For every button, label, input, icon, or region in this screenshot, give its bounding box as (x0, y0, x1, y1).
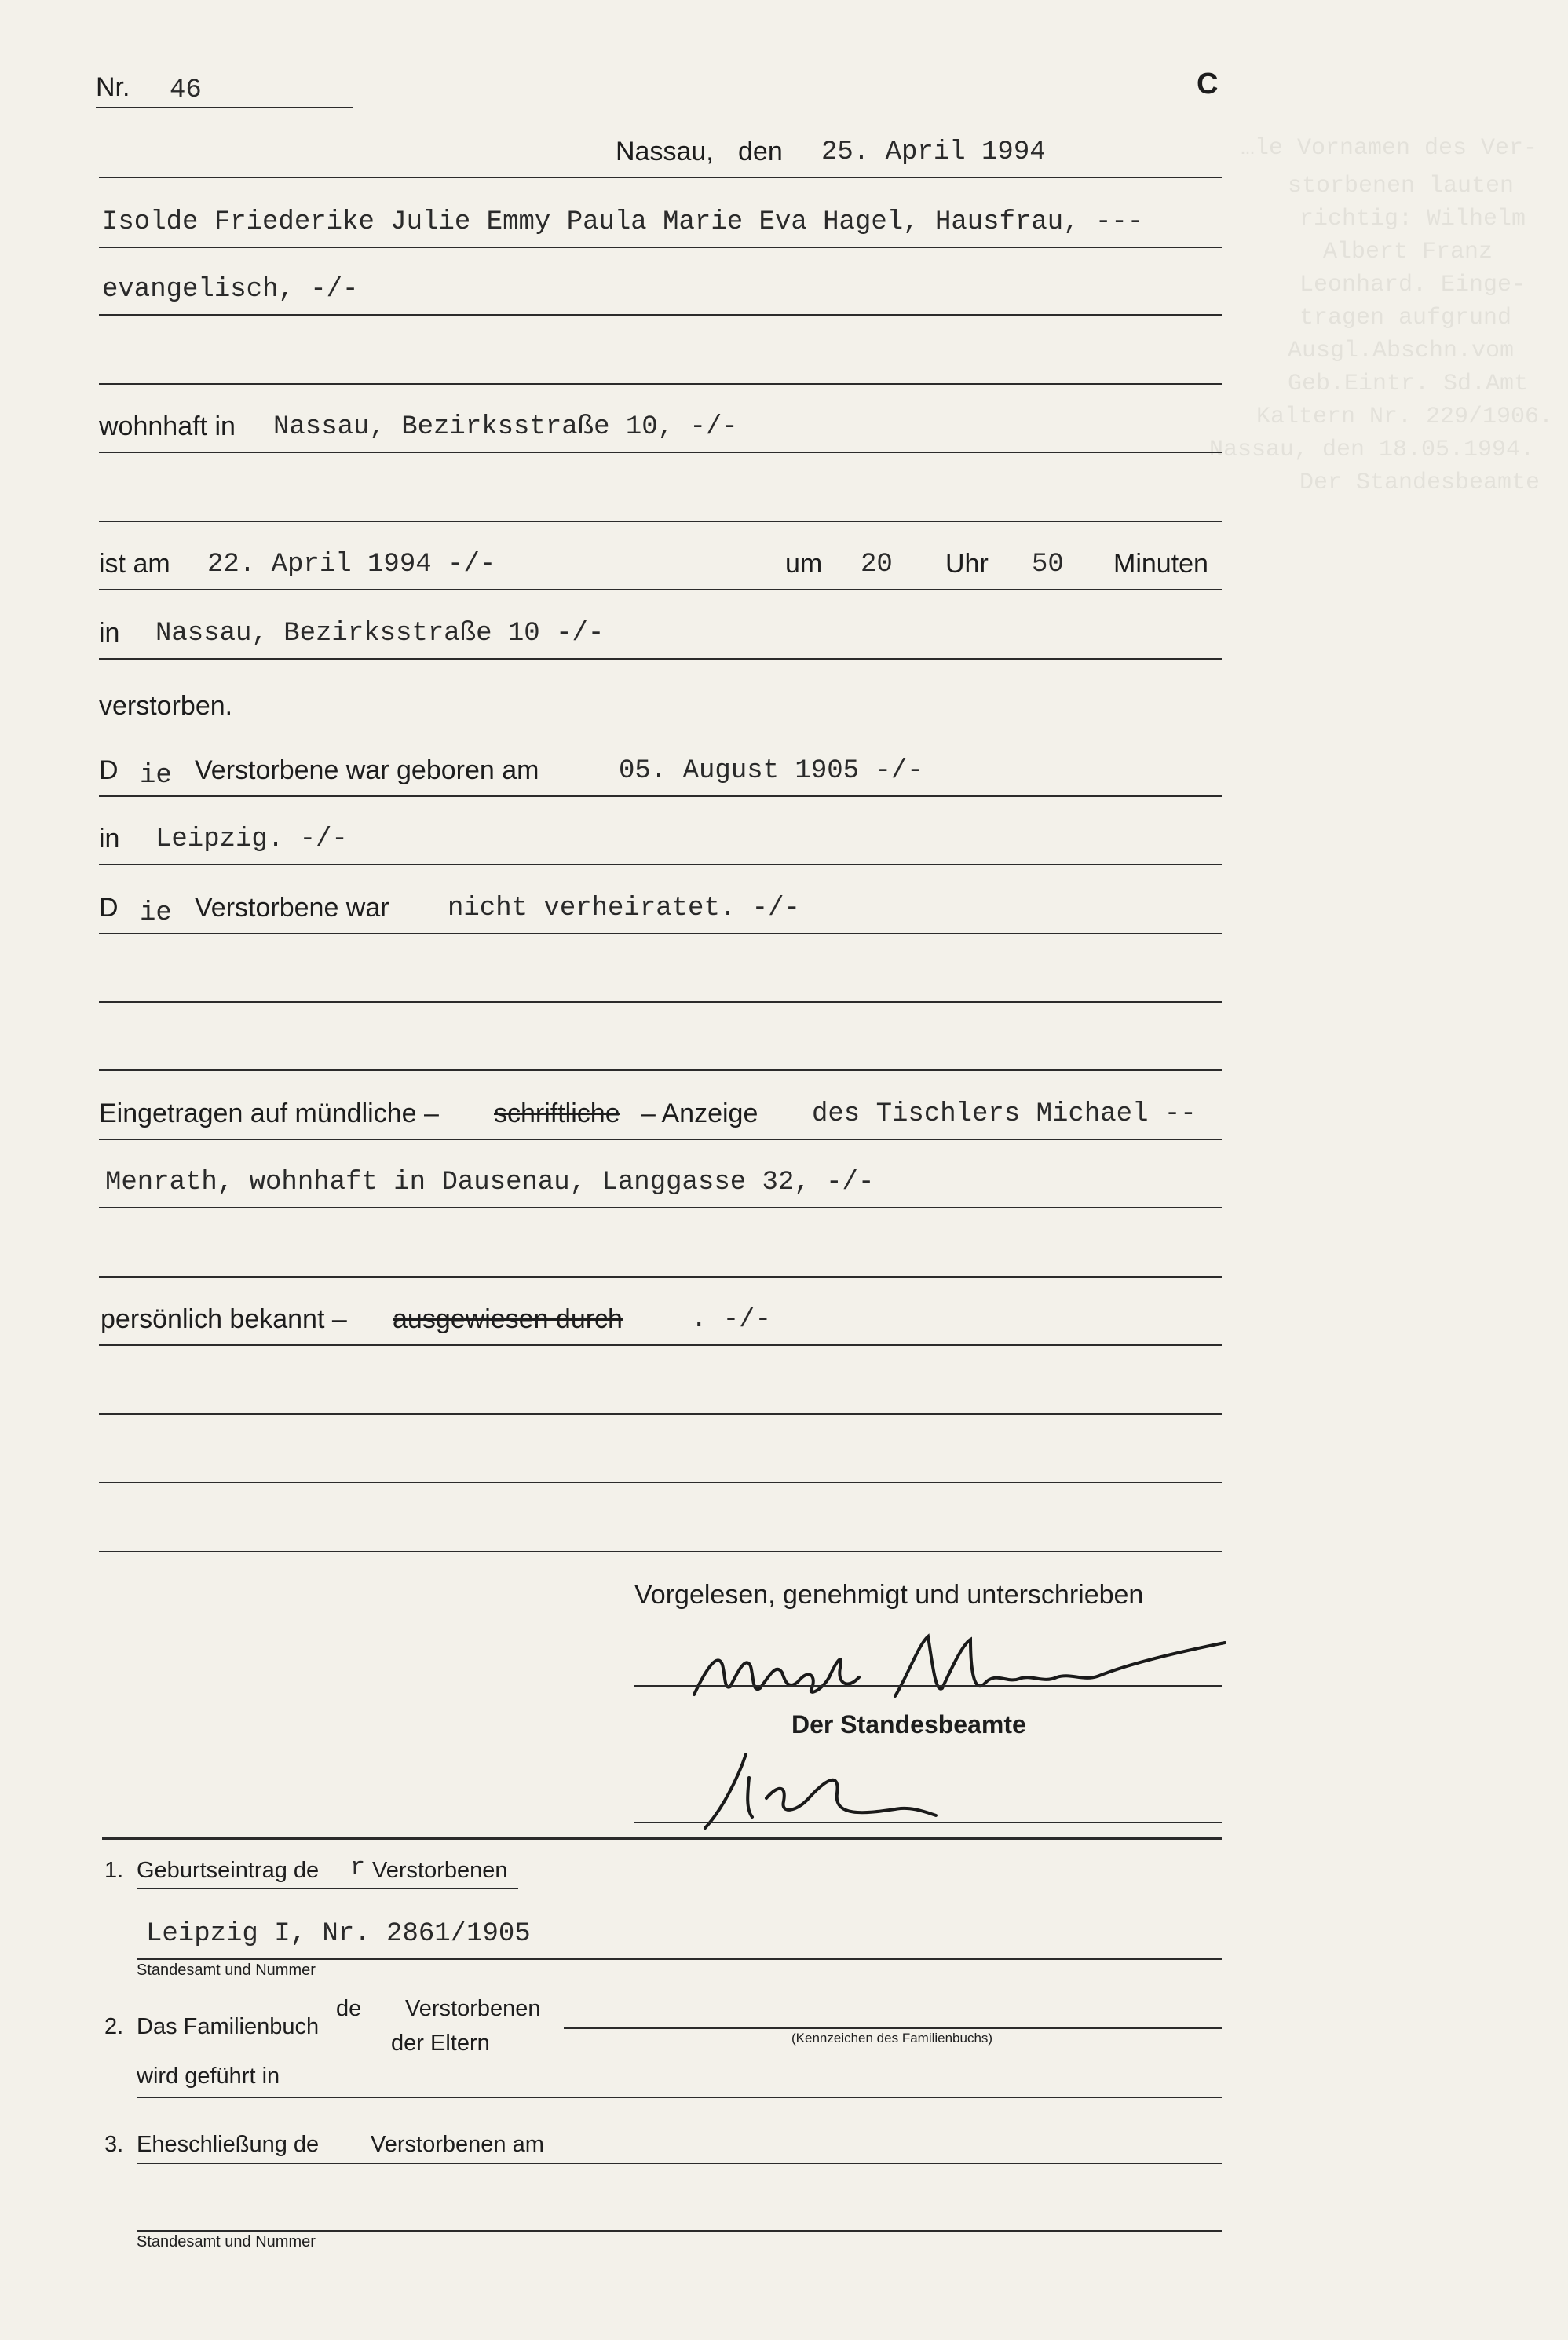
identity-value: . -/- (691, 1305, 772, 1335)
footer-separator (102, 1837, 1222, 1840)
reporter-signature (683, 1621, 1233, 1715)
death-hour: 20 (861, 550, 893, 580)
birth-place-row (99, 817, 1222, 865)
item1-label-a: Geburtseintrag de (137, 1858, 320, 1883)
residence-label: wohnhaft in (99, 411, 236, 441)
bleed-line: Der Standesbeamte (1299, 470, 1541, 496)
form-letter: C (1197, 68, 1219, 101)
item3-caption: Standesamt und Nummer (137, 2233, 316, 2250)
item3-number: 3. (104, 2132, 124, 2157)
reporter-line-2: Menrath, wohnhaft in Dausenau, Langgasse 32, -/- (105, 1168, 875, 1197)
item2-de: de (336, 1996, 362, 2021)
nr-underline (96, 107, 353, 108)
death-place-row (99, 611, 1222, 660)
place-date-row (99, 130, 1222, 178)
item1-birth-entry: Leipzig I, Nr. 2861/1905 (146, 1919, 531, 1949)
identity-label-a: persönlich bekannt – (101, 1304, 347, 1334)
marital-d-label: D (99, 893, 119, 923)
item2-parents: der Eltern (391, 2031, 490, 2056)
item2-label-b: wird geführt in (137, 2064, 280, 2089)
blank-row (99, 954, 1222, 1003)
death-date: 22. April 1994 -/- (207, 550, 496, 580)
item1-number: 1. (104, 1858, 124, 1883)
read-approved-signed: Vorgelesen, genehmigt und unterschrieben (634, 1580, 1144, 1610)
blank-row (99, 1229, 1222, 1278)
item2-caption: (Kennzeichen des Familienbuchs) (791, 2031, 993, 2046)
item3-label-a: Eheschließung de (137, 2132, 320, 2157)
death-place-label: in (99, 618, 120, 648)
uhr-label: Uhr (945, 549, 989, 579)
bleed-line: richtig: Wilhelm (1299, 206, 1526, 232)
blank-row (99, 1022, 1222, 1071)
bleed-line: storbenen lauten (1288, 173, 1515, 199)
bleed-line: Albert Franz (1323, 239, 1493, 265)
marital-label: Verstorbene war (195, 893, 389, 923)
den-label: den (738, 137, 783, 166)
registrar-title: Der Standesbeamte (791, 1710, 1026, 1739)
residence-value: Nassau, Bezirksstraße 10, -/- (273, 412, 738, 442)
bleed-line: Ausgl.Abschn.vom (1288, 338, 1515, 364)
reporter-signature-line (634, 1685, 1222, 1687)
item1-label-b: Verstorbenen (372, 1858, 508, 1883)
blank-row (99, 473, 1222, 522)
registrar-signature (691, 1746, 958, 1833)
item1-value-line (137, 1958, 1222, 1960)
item3-label-b: Verstorbenen am (371, 2132, 544, 2157)
birth-place: Leipzig. -/- (155, 824, 348, 854)
marital-d-suffix: ie (140, 898, 172, 928)
item3-value-line (137, 2230, 1222, 2232)
identity-row (99, 1297, 1222, 1346)
religion-row (99, 267, 1222, 316)
name-row (99, 199, 1222, 248)
bleed-line: Geb.Eintr. Sd.Amt (1288, 371, 1529, 397)
document-date: 25. April 1994 (821, 137, 1046, 167)
death-minute: 50 (1032, 550, 1064, 580)
item1-label-underline (137, 1888, 518, 1889)
item2-deceased: Verstorbenen (405, 1996, 541, 2021)
birth-date-label: Verstorbene war geboren am (195, 755, 539, 785)
verstorben-label: verstorben. (99, 691, 233, 721)
blank-row (99, 336, 1222, 385)
bleed-line: tragen aufgrund (1299, 305, 1512, 331)
blank-row (99, 1366, 1222, 1415)
report-label-a: Eingetragen auf mündliche – (99, 1099, 439, 1128)
blank-row (99, 1504, 1222, 1552)
item2-label: Das Familienbuch (137, 2014, 320, 2039)
reporter-row (99, 1160, 1222, 1208)
item2-location-line (137, 2097, 1222, 2098)
birth-d-suffix: ie (140, 761, 172, 791)
religion: evangelisch, -/- (102, 275, 359, 305)
item2-family-book-line (564, 2027, 1222, 2029)
birth-d-label: D (99, 755, 119, 785)
item2-number: 2. (104, 2014, 124, 2039)
report-label-b: – Anzeige (641, 1099, 758, 1128)
deceased-name: Isolde Friederike Julie Emmy Paula Marie Eva Hagel, Hausfrau, --- (102, 207, 1144, 237)
blank-row (99, 1435, 1222, 1483)
identity-label-struck: ausgewiesen durch (393, 1304, 623, 1334)
nr-label: Nr. (96, 72, 130, 102)
birth-place-label: in (99, 824, 120, 854)
report-label-struck: schriftliche (494, 1099, 620, 1128)
minuten-label: Minuten (1113, 549, 1208, 579)
bleed-line: Leonhard. Einge- (1299, 272, 1526, 298)
nr-value: 46 (170, 75, 202, 105)
place-label: Nassau, (616, 137, 714, 166)
report-row (99, 1091, 1222, 1140)
item1-caption: Standesamt und Nummer (137, 1962, 316, 1979)
registrar-signature-line (634, 1822, 1222, 1823)
birth-date: 05. August 1905 -/- (619, 756, 923, 786)
bleed-line: …le Vornamen des Ver- (1241, 135, 1538, 162)
marital-status: nicht verheiratet. -/- (448, 894, 800, 923)
death-place: Nassau, Bezirksstraße 10 -/- (155, 619, 605, 649)
bleed-line: Nassau, den 18.05.1994. (1209, 437, 1535, 463)
birth-date-row (99, 748, 1222, 797)
marital-row (99, 886, 1222, 934)
reporter-line-1: des Tischlers Michael -- (812, 1099, 1197, 1129)
item3-date-line (137, 2163, 1222, 2164)
death-time-row (99, 542, 1222, 590)
residence-row (99, 404, 1222, 453)
item1-fill: r (350, 1853, 366, 1882)
death-date-label: ist am (99, 549, 170, 579)
um-label: um (785, 549, 823, 579)
bleed-line: Kaltern Nr. 229/1906. (1256, 404, 1554, 430)
